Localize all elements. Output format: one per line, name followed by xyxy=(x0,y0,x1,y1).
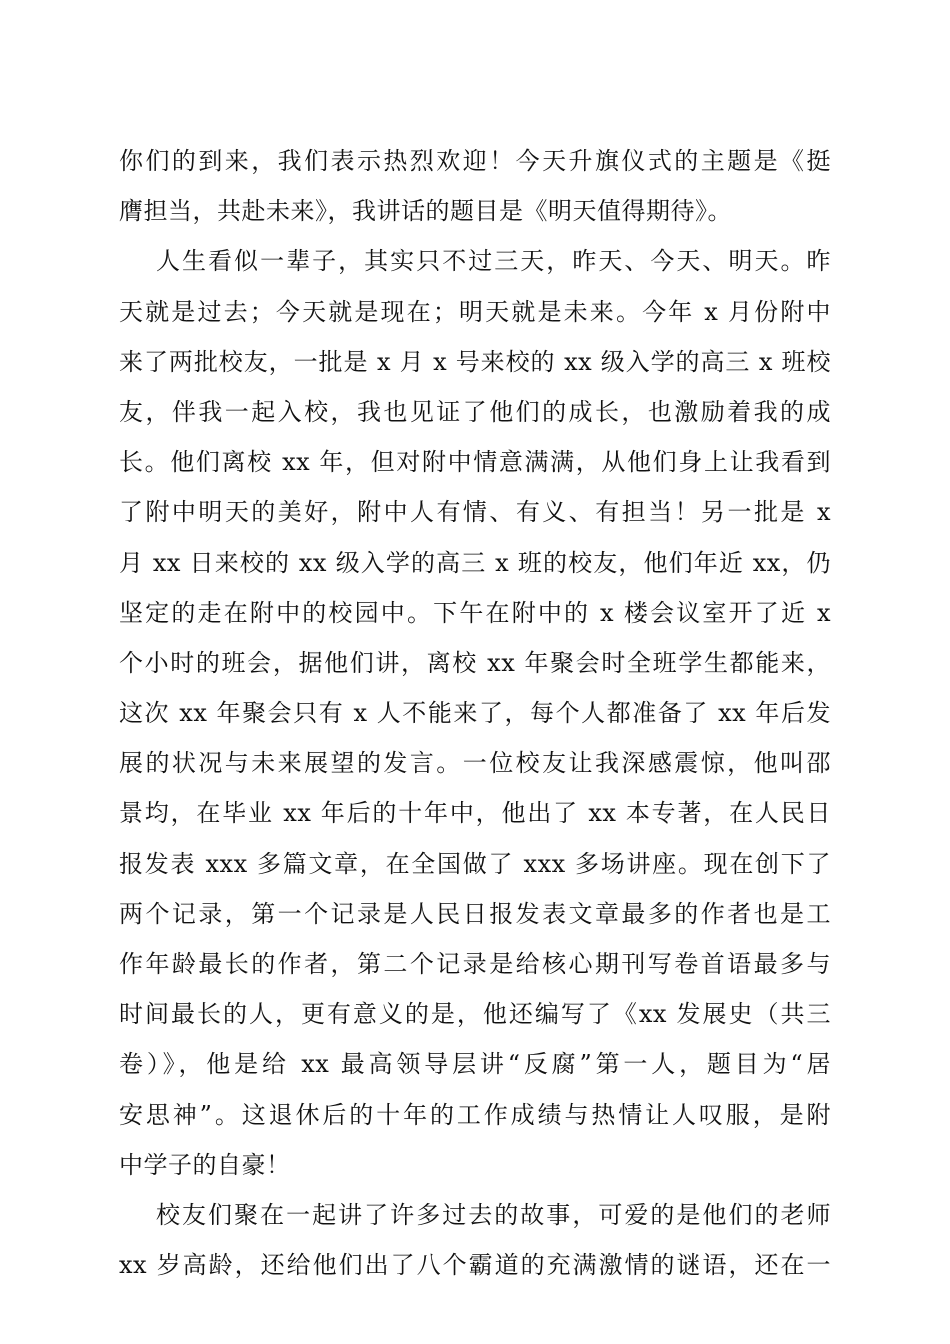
text-line: 你们的到来，我们表示热烈欢迎！今天升旗仪式的主题是《挺 xyxy=(119,147,831,175)
text-line: 天就是过去；今天就是现在；明天就是未来。今年 x 月份附中 xyxy=(119,297,831,326)
text-line: 安思神”。这退休后的十年的工作成绩与热情让人叹服，是附 xyxy=(119,1100,831,1129)
text-line: 时间最长的人，更有意义的是，他还编写了《xx 发展史（共三 xyxy=(119,1000,831,1029)
paragraph-first-line: 校友们聚在一起讲了许多过去的故事，可爱的是他们的老师 xyxy=(156,1200,831,1229)
text-line: 作年龄最长的作者，第二个记录是给核心期刊写卷首语最多与 xyxy=(119,950,831,978)
text-line: 展的状况与未来展望的发言。一位校友让我深感震惊，他叫邵 xyxy=(119,749,831,778)
text-line: 景均，在毕业 xx 年后的十年中，他出了 xx 本专著，在人民日 xyxy=(119,799,831,828)
text-line: 两个记录，第一个记录是人民日报发表文章最多的作者也是工 xyxy=(119,899,831,928)
text-line: 膺担当，共赴未来》，我讲话的题目是《明天值得期待》。 xyxy=(119,197,732,226)
text-line: 个小时的班会，据他们讲，离校 xx 年聚会时全班学生都能来， xyxy=(119,648,831,677)
text-line: 了附中明天的美好，附中人有情、有义、有担当！另一批是 x xyxy=(119,498,831,527)
text-line: xx 岁高龄，还给他们出了八个霸道的充满激情的谜语，还在一 xyxy=(119,1251,831,1280)
text-line: 来了两批校友，一批是 x 月 x 号来校的 xx 级入学的高三 x 班校 xyxy=(119,347,831,376)
text-line: 月 xx 日来校的 xx 级入学的高三 x 班的校友，他们年近 xx，仍 xyxy=(119,548,831,577)
text-line: 长。他们离校 xx 年，但对附中情意满满，从他们身上让我看到 xyxy=(119,448,831,477)
document-body xyxy=(119,136,831,1290)
text-line: 报发表 xxx 多篇文章，在全国做了 xxx 多场讲座。现在创下了 xyxy=(119,849,831,878)
text-line: 友，伴我一起入校，我也见证了他们的成长，也激励着我的成 xyxy=(119,397,831,426)
text-line: 这次 xx 年聚会只有 x 人不能来了，每个人都准备了 xx 年后发 xyxy=(119,699,831,728)
text-line: 坚定的走在附中的校园中。下午在附中的 x 楼会议室开了近 x xyxy=(119,598,831,627)
paragraph-first-line: 人生看似一辈子，其实只不过三天，昨天、今天、明天。昨 xyxy=(156,247,831,276)
text-line: 卷）》，他是给 xx 最高领导层讲“反腐”第一人，题目为“居 xyxy=(119,1050,831,1079)
text-line: 中学子的自豪！ xyxy=(119,1150,291,1179)
